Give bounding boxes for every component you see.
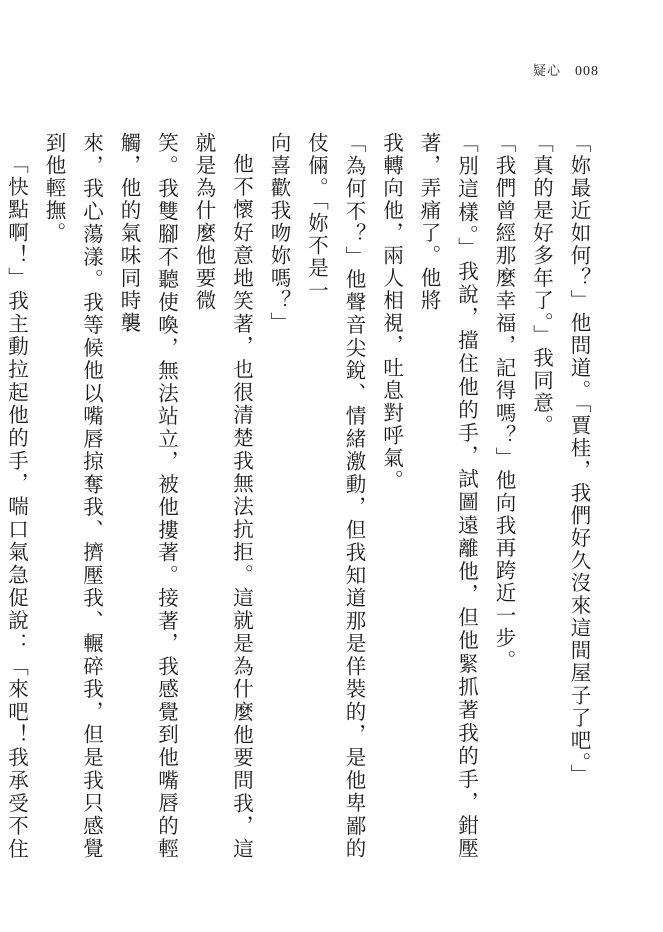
text-line: 「為何不？」他聲音尖銳、情緒激動，但我知道那是佯裝的，是他卑鄙的伎倆。「妳不是一 — [304, 132, 366, 860]
text-line: 笑。我雙腳不聽使喚，無法站立，被他摟著。接著，我感覺到他嘴唇的輕觸，他的氣味同時襲 — [117, 132, 179, 860]
text-line: 「真的是好多年了。」我同意。 — [529, 132, 554, 437]
text-line: 「快點啊！」我主動拉起他的手，喘口氣急促說：「來吧！我承受不住 — [4, 152, 29, 860]
text-line: 向喜歡我吻妳嗎？」 — [267, 132, 291, 335]
text-line: 「妳最近如何？」他問道。「賈桂，我們好久沒來這間屋子了吧。」 — [567, 132, 591, 787]
chapter-title: 疑心 — [532, 64, 561, 79]
page-number: 008 — [575, 64, 599, 79]
text-line: 我轉向他，兩人相視，吐息對呼氣。 — [379, 132, 404, 492]
vertical-text-body — [4, 132, 597, 860]
text-line: 他不懷好意地笑著，也很清楚我無法抗拒。這就是為什麼他要問我，這就是為什麼他要微 — [192, 132, 254, 860]
text-line: 來，我心蕩漾。我等候他以嘴唇掠奪我、擠壓我、輾碎我，但是我只感覺到他輕撫。 — [42, 132, 104, 860]
text-line: 「別這樣。」我說，擋住他的手，試圖遠離他，但他緊抓著我的手，鉗壓著，弄痛了。他將 — [417, 132, 479, 860]
running-header — [533, 60, 599, 80]
text-line: 「我們曾經那麼幸福，記得嗎？」他向我再跨近一步。 — [492, 132, 516, 672]
